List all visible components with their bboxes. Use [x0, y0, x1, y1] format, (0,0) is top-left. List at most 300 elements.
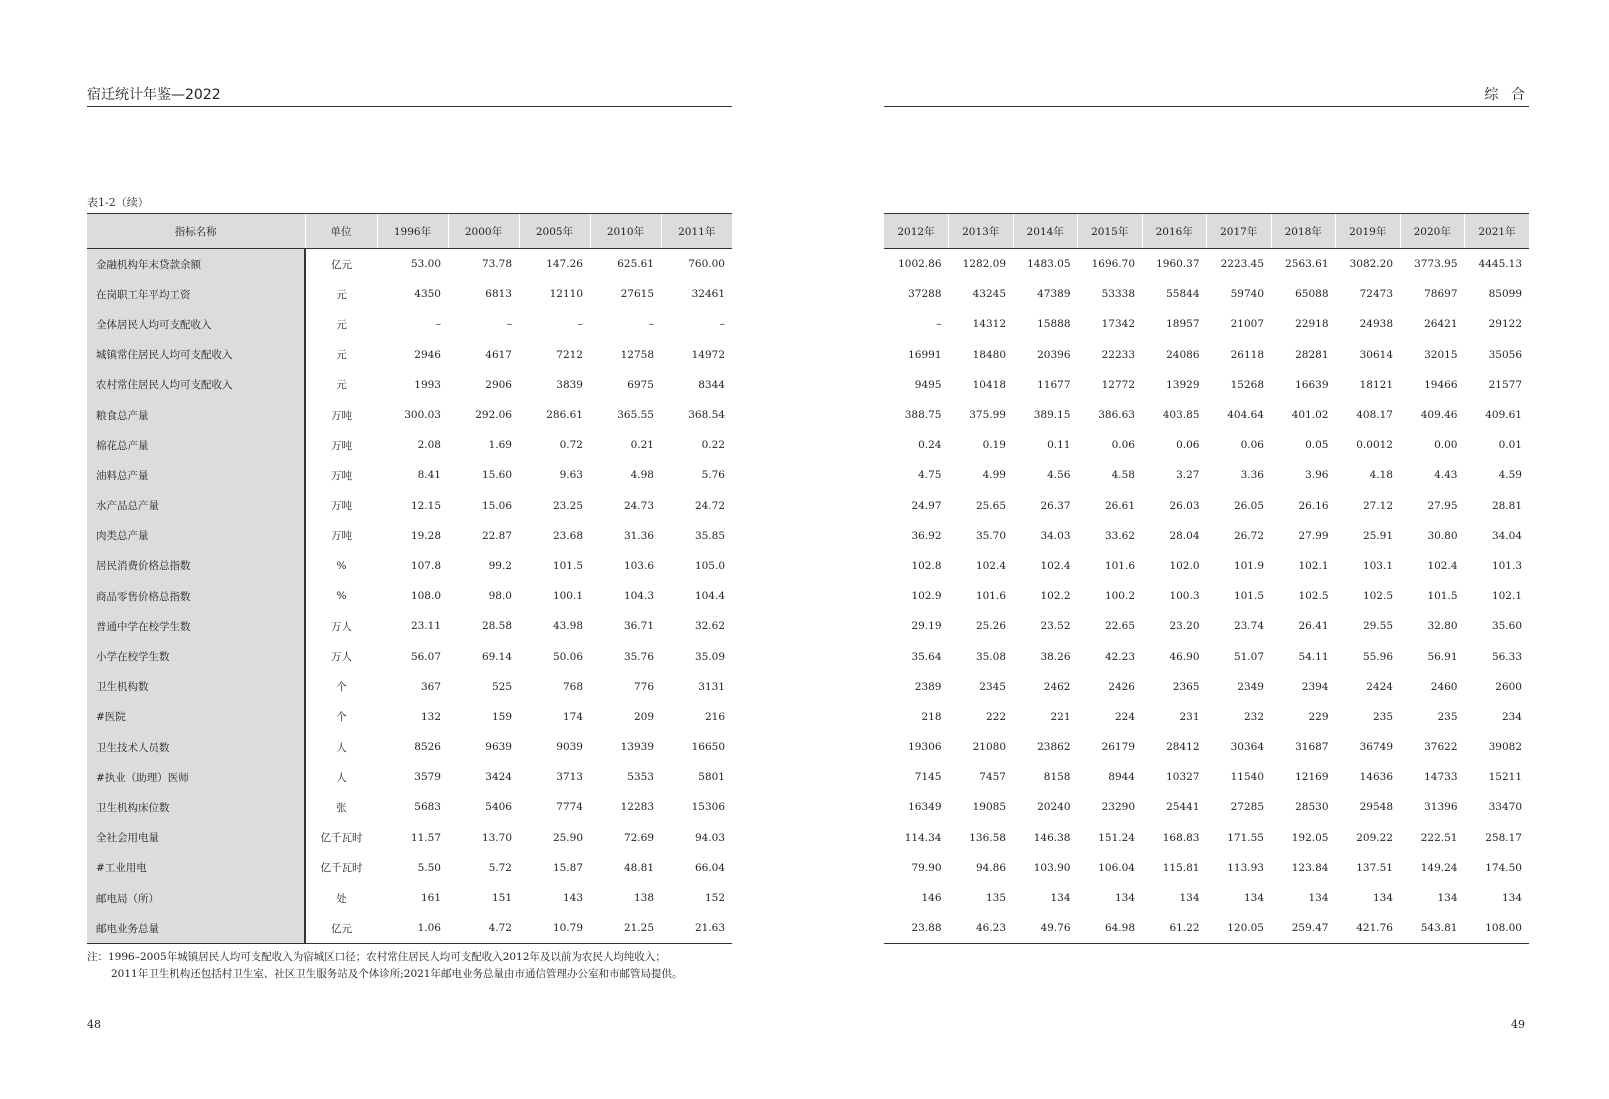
table-row	[884, 792, 1529, 822]
value-cell: 152	[704, 892, 725, 905]
value-cell: 24.73	[623, 499, 654, 512]
table-row	[884, 823, 1529, 853]
value-cell: 56.07	[410, 650, 441, 663]
indicator-name-cell: 棉花总产量	[87, 430, 305, 460]
value-cell: –	[435, 318, 441, 331]
value-cell: 15888	[1037, 318, 1071, 331]
value-cell: 21.25	[590, 913, 661, 944]
value-cell: 94.03	[694, 831, 725, 844]
value-cell: 98.0	[488, 590, 512, 603]
value-cell: 0.05	[1305, 439, 1329, 452]
value-cell: 14733	[1424, 771, 1458, 784]
value-cell: 21007	[1230, 318, 1264, 331]
value-cell: 26.03	[1169, 499, 1200, 512]
value-cell: 9495	[914, 378, 942, 391]
value-cell: 2.08	[417, 439, 441, 452]
unit-cell: 元	[336, 379, 347, 392]
value-cell: 26.61	[1104, 499, 1135, 512]
value-cell: 34.04	[1491, 529, 1522, 542]
value-cell: 25441	[1166, 801, 1200, 814]
value-cell: 12169	[1295, 771, 1329, 784]
indicator-table-right	[884, 213, 1529, 944]
value-cell: 13939	[620, 741, 654, 754]
value-cell: 388.75	[904, 409, 942, 422]
value-cell: 59740	[1230, 288, 1264, 301]
left-page	[0, 0, 800, 1099]
value-cell: 258.17	[1485, 831, 1522, 844]
value-cell: 4617	[485, 348, 512, 361]
table-row	[87, 551, 732, 581]
indicator-name-cell: 水产品总产量	[87, 491, 305, 521]
indicator-name-cell: 卫生机构数	[87, 672, 305, 702]
value-cell: 2345	[979, 680, 1006, 693]
value-cell: 235	[1437, 710, 1458, 723]
value-cell: 101.3	[1491, 559, 1522, 572]
table-row	[87, 249, 732, 280]
value-cell: 101.5	[1233, 590, 1264, 603]
value-cell: 85099	[1488, 288, 1522, 301]
unit-cell: 亿千瓦时	[320, 832, 363, 845]
value-cell: 134	[1437, 892, 1458, 905]
value-cell: 23.74	[1233, 620, 1264, 633]
value-cell: 409.46	[1420, 409, 1458, 422]
value-cell: 2462	[1043, 680, 1071, 693]
value-cell: 12.15	[410, 499, 441, 512]
unit-cell: 张	[336, 801, 347, 814]
value-cell: 113.93	[1227, 861, 1264, 874]
table-row	[87, 672, 732, 702]
value-cell: 403.85	[1162, 409, 1200, 422]
value-cell: 2426	[1108, 680, 1135, 693]
value-cell: 389.15	[1033, 409, 1071, 422]
value-cell: 25.91	[1362, 529, 1393, 542]
indicator-name-cell: 全体居民人均可支配收入	[87, 309, 305, 339]
value-cell: 101.6	[1104, 559, 1135, 572]
table-row	[884, 732, 1529, 762]
value-cell: 107.8	[410, 559, 441, 572]
value-cell: 135	[985, 892, 1006, 905]
indicator-name-cell: 卫生技术人员数	[87, 732, 305, 762]
value-cell: 234	[1501, 710, 1522, 723]
value-cell: 100.1	[552, 590, 583, 603]
value-cell: 56.33	[1491, 650, 1522, 663]
value-cell: 5.72	[488, 861, 512, 874]
value-cell: 0.11	[1047, 439, 1071, 452]
value-cell: 27615	[620, 288, 654, 301]
value-cell: 9039	[556, 741, 583, 754]
value-cell: 20396	[1037, 348, 1071, 361]
value-cell: 102.0	[1169, 559, 1200, 572]
value-cell: 99.2	[488, 559, 512, 572]
value-cell: 18957	[1166, 318, 1200, 331]
value-cell: 3082.20	[1349, 258, 1393, 271]
value-cell: 103.6	[623, 559, 654, 572]
value-cell: 78697	[1424, 288, 1458, 301]
column-header: 2011年	[661, 214, 732, 249]
value-cell: 19466	[1424, 378, 1458, 391]
value-cell: 28412	[1166, 741, 1200, 754]
indicator-name-cell: 小学在校学生数	[87, 641, 305, 671]
value-cell: 14972	[691, 348, 725, 361]
table-row	[884, 641, 1529, 671]
value-cell: 53338	[1101, 288, 1135, 301]
value-cell: 18121	[1359, 378, 1393, 391]
value-cell: 2365	[1172, 680, 1200, 693]
value-cell: 16349	[908, 801, 942, 814]
value-cell: 35.09	[694, 650, 725, 663]
unit-cell: 元	[336, 288, 347, 301]
value-cell: 8344	[698, 378, 725, 391]
value-cell: 1.06	[377, 913, 448, 944]
value-cell: 10327	[1166, 771, 1200, 784]
value-cell: 1993	[414, 378, 441, 391]
indicator-name-cell: #医院	[87, 702, 305, 732]
value-cell: 768	[562, 680, 583, 693]
value-cell: 2424	[1366, 680, 1393, 693]
value-cell: 26.37	[1040, 499, 1071, 512]
indicator-name-cell: #执业（助理）医师	[87, 762, 305, 792]
column-header: 2010年	[590, 214, 661, 249]
value-cell: 2389	[914, 680, 942, 693]
value-cell: 159	[491, 710, 512, 723]
value-cell: 300.03	[404, 409, 441, 422]
value-cell: 1282.09	[962, 258, 1006, 271]
value-cell: 2223.45	[1220, 258, 1264, 271]
value-cell: 120.05	[1207, 913, 1272, 944]
table-row	[87, 309, 732, 339]
table-row	[884, 853, 1529, 883]
table-row	[87, 792, 732, 822]
value-cell: 12772	[1101, 378, 1135, 391]
value-cell: 23290	[1101, 801, 1135, 814]
table-row	[87, 823, 732, 853]
value-cell: 151.24	[1098, 831, 1135, 844]
value-cell: 20240	[1037, 801, 1071, 814]
value-cell: 33.62	[1104, 529, 1135, 542]
indicator-name-cell: 油料总产量	[87, 460, 305, 490]
unit-cell: 处	[336, 892, 347, 905]
table-row	[87, 370, 732, 400]
value-cell: 134	[1050, 892, 1071, 905]
table-row	[87, 430, 732, 460]
value-cell: 94.86	[975, 861, 1006, 874]
value-cell: 0.21	[630, 439, 654, 452]
value-cell: 16650	[691, 741, 725, 754]
value-cell: 6813	[485, 288, 512, 301]
column-header: 2021年	[1465, 214, 1530, 249]
value-cell: 5.50	[417, 861, 441, 874]
value-cell: 21.63	[661, 913, 732, 944]
column-header: 2015年	[1078, 214, 1143, 249]
value-cell: 27.95	[1427, 499, 1458, 512]
value-cell: 2563.61	[1285, 258, 1329, 271]
value-cell: 30614	[1359, 348, 1393, 361]
value-cell: 3.27	[1176, 469, 1200, 482]
value-cell: 146	[921, 892, 942, 905]
value-cell: 51.07	[1233, 650, 1264, 663]
value-cell: 12758	[620, 348, 654, 361]
table-row	[87, 853, 732, 883]
value-cell: 8158	[1043, 771, 1071, 784]
value-cell: 7774	[556, 801, 583, 814]
value-cell: 409.61	[1485, 409, 1522, 422]
value-cell: 224	[1114, 710, 1135, 723]
value-cell: 138	[633, 892, 654, 905]
value-cell: 73.78	[481, 258, 512, 271]
value-cell: 64.98	[1078, 913, 1143, 944]
table-row	[884, 400, 1529, 430]
value-cell: 4.72	[448, 913, 519, 944]
value-cell: 22918	[1295, 318, 1329, 331]
table-row	[87, 883, 732, 913]
value-cell: 28281	[1295, 348, 1329, 361]
value-cell: –	[648, 318, 654, 331]
value-cell: 48.81	[623, 861, 654, 874]
unit-cell: %	[336, 590, 347, 603]
indicator-name-cell: 邮电局（所）	[87, 883, 305, 913]
value-cell: 168.83	[1162, 831, 1200, 844]
value-cell: 12110	[549, 288, 583, 301]
value-cell: 32461	[691, 288, 725, 301]
value-cell: 28.04	[1169, 529, 1200, 542]
value-cell: 24.72	[694, 499, 725, 512]
value-cell: 218	[921, 710, 942, 723]
value-cell: 174	[562, 710, 583, 723]
value-cell: 3131	[698, 680, 725, 693]
value-cell: 102.4	[975, 559, 1006, 572]
table-row	[884, 249, 1529, 280]
unit-cell: 万吨	[331, 439, 352, 452]
table-row	[87, 521, 732, 551]
value-cell: 114.34	[904, 831, 942, 844]
value-cell: 32.80	[1427, 620, 1458, 633]
value-cell: 0.00	[1434, 439, 1458, 452]
table-row	[87, 279, 732, 309]
unit-cell: 元	[336, 318, 347, 331]
value-cell: 149.24	[1420, 861, 1458, 874]
value-cell: 134	[1243, 892, 1264, 905]
column-header: 1996年	[377, 214, 448, 249]
value-cell: –	[577, 318, 583, 331]
indicator-name-cell: 金融机构年末贷款余额	[87, 249, 305, 280]
unit-cell: 万吨	[331, 500, 352, 513]
value-cell: 147.26	[546, 258, 583, 271]
table-header-row	[87, 214, 732, 249]
value-cell: 2946	[414, 348, 441, 361]
value-cell: 386.63	[1098, 409, 1135, 422]
page-number-right: 49	[1511, 1018, 1525, 1031]
indicator-name-cell: #工业用电	[87, 853, 305, 883]
table-row	[87, 581, 732, 611]
table-row	[884, 551, 1529, 581]
value-cell: 29.19	[911, 620, 942, 633]
value-cell: 9.63	[559, 469, 583, 482]
column-header: 2017年	[1207, 214, 1272, 249]
value-cell: 31396	[1424, 801, 1458, 814]
value-cell: 3773.95	[1414, 258, 1458, 271]
table-row	[87, 641, 732, 671]
value-cell: 1002.86	[898, 258, 942, 271]
value-cell: 137.51	[1356, 861, 1393, 874]
value-cell: 4.18	[1369, 469, 1393, 482]
value-cell: 19.28	[410, 529, 441, 542]
unit-cell: %	[336, 559, 347, 572]
value-cell: 0.01	[1498, 439, 1522, 452]
value-cell: 259.47	[1271, 913, 1336, 944]
value-cell: 365.55	[617, 409, 654, 422]
value-cell: 43.98	[552, 620, 583, 633]
value-cell: 61.22	[1142, 913, 1207, 944]
running-head-left: 宿迁统计年鉴—2022	[87, 84, 732, 107]
column-header: 2018年	[1271, 214, 1336, 249]
unit-cell: 万人	[331, 651, 352, 664]
value-cell: 151	[491, 892, 512, 905]
value-cell: 17342	[1101, 318, 1135, 331]
indicator-name-cell: 全社会用电量	[87, 823, 305, 853]
value-cell: 0.06	[1111, 439, 1135, 452]
value-cell: 19306	[908, 741, 942, 754]
indicator-name-cell: 普通中学在校学生数	[87, 611, 305, 641]
value-cell: 24086	[1166, 348, 1200, 361]
note-line-2: 2011年卫生机构还包括村卫生室、社区卫生服务站及个体诊所;2021年邮电业务总量由市通信管理办公室和市邮管局提供。	[111, 968, 683, 980]
value-cell: 100.2	[1104, 590, 1135, 603]
value-cell: 235	[1372, 710, 1393, 723]
table-row	[87, 702, 732, 732]
value-cell: 134	[1114, 892, 1135, 905]
value-cell: 3.96	[1305, 469, 1329, 482]
value-cell: 26179	[1101, 741, 1135, 754]
table-row	[884, 611, 1529, 641]
value-cell: 0.19	[982, 439, 1006, 452]
value-cell: 102.5	[1298, 590, 1329, 603]
value-cell: 26.05	[1233, 499, 1264, 512]
value-cell: 16991	[908, 348, 942, 361]
value-cell: 32015	[1424, 348, 1458, 361]
table-row	[884, 370, 1529, 400]
value-cell: 174.50	[1485, 861, 1522, 874]
value-cell: 292.06	[475, 409, 512, 422]
table-row	[884, 521, 1529, 551]
value-cell: 286.61	[546, 409, 583, 422]
value-cell: 26.41	[1298, 620, 1329, 633]
value-cell: 5.76	[701, 469, 725, 482]
value-cell: 209.22	[1356, 831, 1393, 844]
table-row	[87, 762, 732, 792]
value-cell: 5353	[627, 771, 654, 784]
indicator-name-cell: 肉类总产量	[87, 521, 305, 551]
indicator-table-left	[87, 213, 732, 944]
value-cell: 11540	[1230, 771, 1264, 784]
value-cell: 134	[1372, 892, 1393, 905]
table-row	[884, 491, 1529, 521]
value-cell: 5683	[414, 801, 441, 814]
value-cell: 102.1	[1298, 559, 1329, 572]
table-row	[884, 762, 1529, 792]
unit-cell: 万吨	[331, 469, 352, 482]
value-cell: 38.26	[1040, 650, 1071, 663]
value-cell: 146.38	[1033, 831, 1071, 844]
value-cell: 1696.70	[1091, 258, 1135, 271]
value-cell: 4445.13	[1478, 258, 1522, 271]
value-cell: 115.81	[1162, 861, 1200, 874]
value-cell: 37288	[908, 288, 942, 301]
value-cell: 43245	[972, 288, 1006, 301]
unit-cell: 人	[336, 741, 347, 754]
value-cell: 401.02	[1291, 409, 1329, 422]
value-cell: 31.36	[623, 529, 654, 542]
value-cell: 4.99	[982, 469, 1006, 482]
column-header: 单位	[305, 214, 377, 249]
indicator-name-cell: 邮电业务总量	[87, 913, 305, 944]
value-cell: 31687	[1295, 741, 1329, 754]
value-cell: 55844	[1166, 288, 1200, 301]
value-cell: 28.81	[1491, 499, 1522, 512]
indicator-name-cell: 居民消费价格总指数	[87, 551, 305, 581]
unit-cell: 个	[336, 711, 347, 724]
value-cell: 2349	[1237, 680, 1264, 693]
value-cell: 625.61	[617, 258, 654, 271]
value-cell: 24938	[1359, 318, 1393, 331]
value-cell: 4.59	[1498, 469, 1522, 482]
value-cell: 4.43	[1434, 469, 1458, 482]
indicator-name-cell: 农村常住居民人均可支配收入	[87, 370, 305, 400]
value-cell: 404.64	[1227, 409, 1264, 422]
value-cell: 36.71	[623, 620, 654, 633]
table-row	[884, 340, 1529, 370]
value-cell: 35.70	[975, 529, 1006, 542]
value-cell: 16639	[1295, 378, 1329, 391]
table-row	[87, 340, 732, 370]
value-cell: 18480	[972, 348, 1006, 361]
value-cell: 103.90	[1033, 861, 1071, 874]
value-cell: 30.80	[1427, 529, 1458, 542]
right-page	[800, 0, 1609, 1099]
value-cell: 102.4	[1427, 559, 1458, 572]
value-cell: 216	[704, 710, 725, 723]
value-cell: 29.55	[1362, 620, 1393, 633]
unit-cell: 亿元	[331, 258, 352, 271]
value-cell: 102.1	[1491, 590, 1522, 603]
value-cell: 421.76	[1336, 913, 1401, 944]
value-cell: 30364	[1230, 741, 1264, 754]
table-row	[87, 400, 732, 430]
value-cell: 4.75	[918, 469, 942, 482]
value-cell: 72.69	[623, 831, 654, 844]
unit-cell: 亿元	[305, 913, 377, 944]
value-cell: 32.62	[694, 620, 725, 633]
value-cell: 4.58	[1111, 469, 1135, 482]
value-cell: 104.4	[694, 590, 725, 603]
value-cell: 35.76	[623, 650, 654, 663]
table-row	[884, 460, 1529, 490]
table-row	[884, 430, 1529, 460]
value-cell: 101.6	[975, 590, 1006, 603]
value-cell: 136.58	[969, 831, 1006, 844]
value-cell: 221	[1050, 710, 1071, 723]
value-cell: 27.99	[1298, 529, 1329, 542]
value-cell: 46.90	[1169, 650, 1200, 663]
unit-cell: 元	[336, 349, 347, 362]
value-cell: 0.06	[1176, 439, 1200, 452]
column-header: 2020年	[1400, 214, 1465, 249]
value-cell: 102.9	[911, 590, 942, 603]
value-cell: 11.57	[410, 831, 441, 844]
value-cell: 37622	[1424, 741, 1458, 754]
value-cell: 108.0	[410, 590, 441, 603]
value-cell: 54.11	[1298, 650, 1329, 663]
value-cell: 143	[562, 892, 583, 905]
value-cell: 14636	[1359, 771, 1393, 784]
